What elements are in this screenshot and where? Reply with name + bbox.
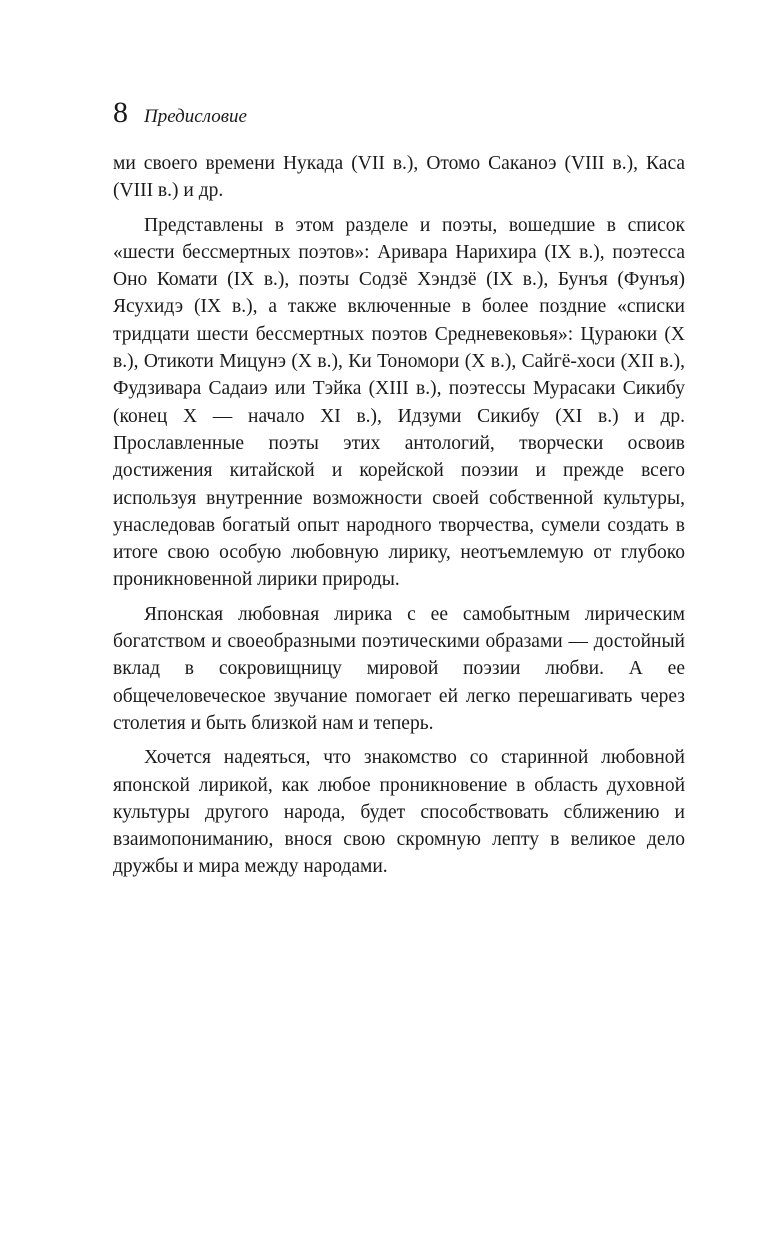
section-title: Предисловие	[144, 106, 247, 127]
paragraph: Хочется надеяться, что знакомство со старинной любовной японской лирикой, как любое проникновение в область духовной культуры другого народа, будет способствовать сближению и взаимопониманию, внося свою скромную лепту в великое дело дружбы и мира между народами.	[113, 747, 685, 878]
paragraph: Представлены в этом разделе и поэты, вошедшие в список «шести бессмертных поэтов»: Аривара Нарихира (IX в.), поэтесса Оно Комати (IX в.), поэты Содзё Хэндзё (IX в.), Бунъя (Фунъя) Ясухидэ (IX в.), а также включенные в более поздние «списки тридцати шести бессмертных поэтов Средневековья»: Цураюки (X в.), Отикоти Мицунэ (X в.), Ки Тономори (X в.), Сайгё-хоси (XII в.), Фудзивара Садаиэ или Тэйка (XIII в.), поэтессы Мурасаки Сикибу (конец X — начало XI в.), Идзуми Сикибу (XI в.) и др. Прославленные поэты этих антологий, творчески освоив достижения китайской и корейской поэзии и прежде всего используя внутренние возможности своей собственной культуры, унаследовав богатый опыт народного творчества, сумели создать в итоге свою особую любовную лирику, неотъемлемую от глубоко проникновенной лирики природы.	[113, 214, 685, 591]
book-page	[113, 98, 685, 881]
paragraph-continued: ми своего времени Нукада (VII в.), Отомо Саканоэ (VIII в.), Каса (VIII в.) и др.	[113, 153, 685, 202]
body-text	[113, 150, 685, 881]
page-number: 8	[113, 96, 128, 129]
running-head	[113, 98, 685, 138]
paragraph: Японская любовная лирика с ее самобытным лирическим богатством и своеобразными поэтическими образами — достойный вклад в сокровищницу мировой поэзии любви. А ее общечеловеческое звучание помогает ей легко перешагивать через столетия и быть близкой нам и теперь.	[113, 603, 685, 734]
